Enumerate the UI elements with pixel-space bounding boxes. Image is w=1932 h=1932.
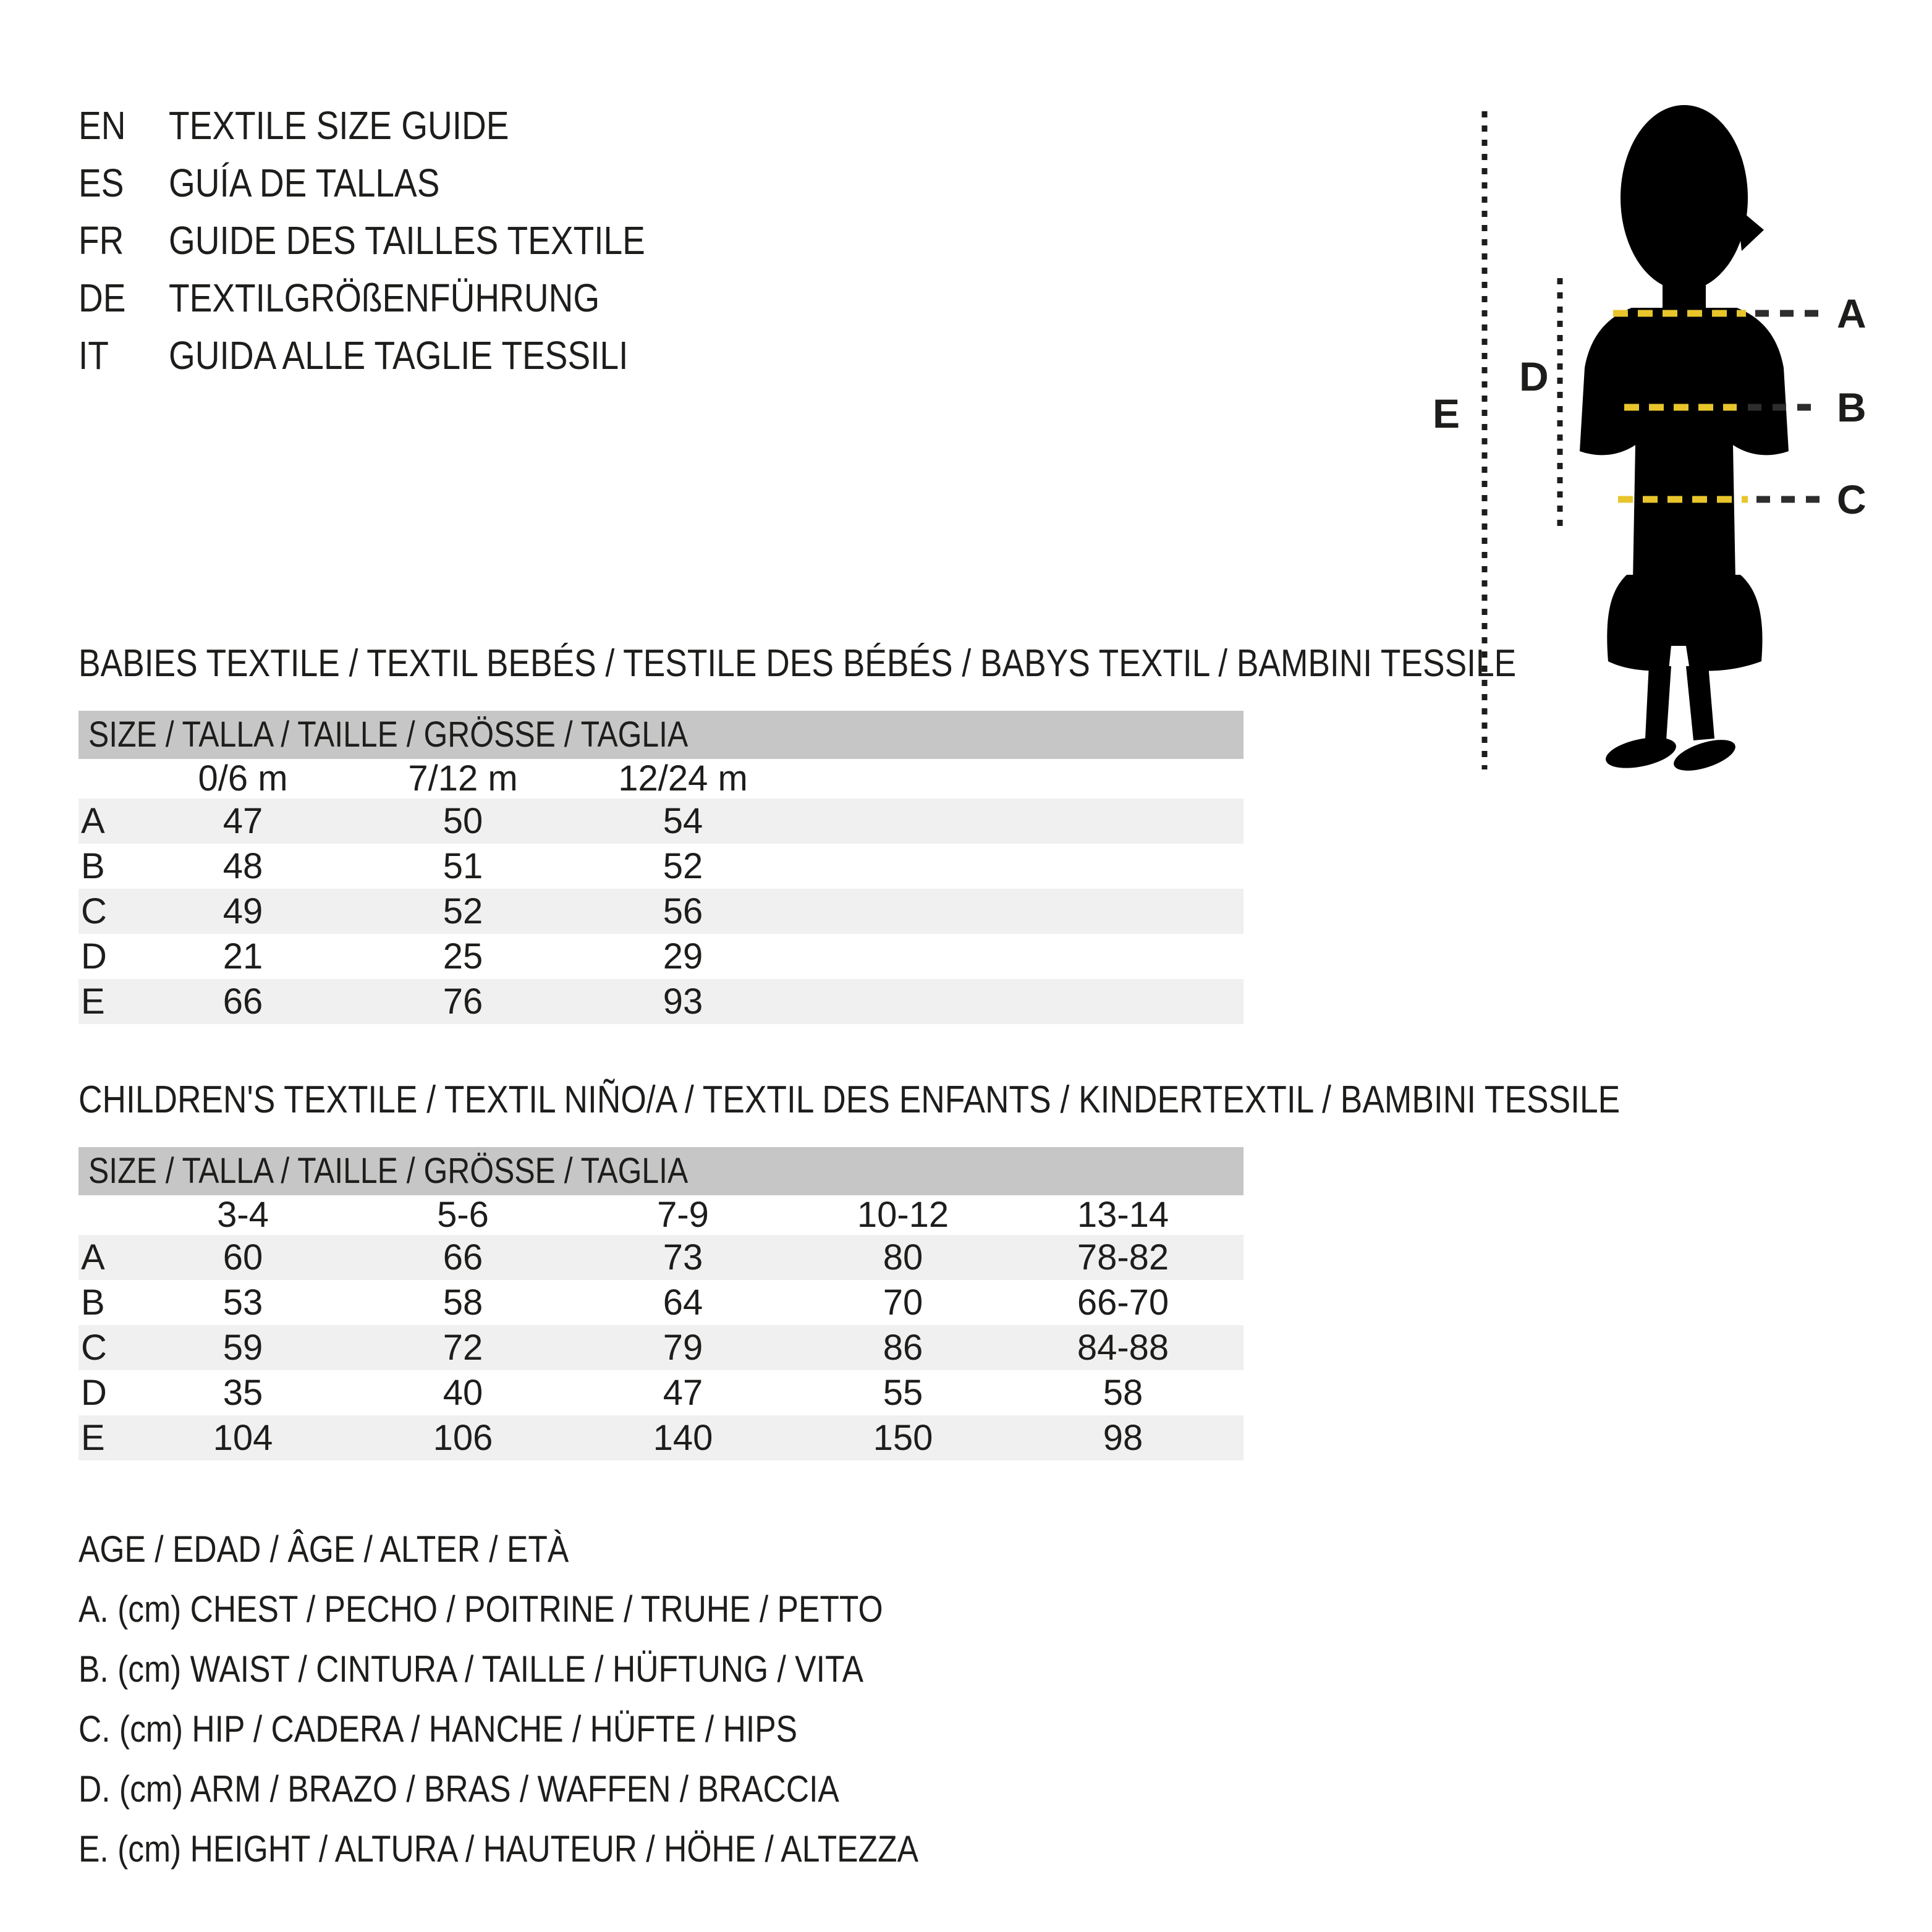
cell-value: 76 [443,981,483,1022]
table-row [78,934,1244,979]
cell-value: 21 [222,936,263,977]
measurement-legend [78,1519,1055,1879]
column-header: 5-6 [437,1195,489,1235]
cell-value: 86 [883,1328,923,1368]
silhouette-right-shoe [1670,734,1739,777]
measure-label-c: C [1837,477,1866,522]
children-size-table [78,1147,1244,1460]
silhouette-ear [1737,207,1764,251]
cell-value: 79 [663,1328,703,1368]
silhouette-left-shoe [1603,732,1679,773]
table-row [78,1325,1244,1370]
legend-line-hip [78,1699,1055,1759]
row-label: D [81,936,107,977]
babies-heading-text: BABIES TEXTILE / TEXTIL BEBÉS / TESTILE DES BÉBÉS / BABYS TEXTIL / BAMBINI TESSILE [78,642,1517,685]
lang-title: GUÍA DE TALLAS [169,161,440,205]
legend-line-chest [78,1579,1055,1639]
cell-value: 48 [222,846,263,886]
table-row [78,889,1244,934]
column-header: 0/6 m [198,758,288,799]
cell-value: 47 [222,801,263,841]
babies-size-header-bar [78,711,1244,759]
children-size-header-bar [78,1147,1244,1195]
row-label: B [81,846,105,886]
legend-line-arm [78,1759,1055,1819]
legend-text: C. (cm) HIP / CADERA / HANCHE / HÜFTE / HIPS [78,1708,798,1750]
column-header: 13-14 [1077,1195,1169,1235]
table-row [78,1235,1244,1280]
column-header-spacer [78,759,133,799]
row-label: C [81,891,107,931]
row-label: B [81,1282,105,1323]
cell-value: 70 [883,1282,923,1323]
table-row [78,799,1244,844]
cell-value: 80 [883,1237,923,1277]
column-header: 3-4 [217,1195,269,1235]
cell-value: 59 [222,1328,263,1368]
size-header-text: SIZE / TALLA / TAILLE / GRÖSSE / TAGLIA [88,714,688,755]
lang-code: ES [78,161,124,205]
measure-label-e: E [1433,391,1460,436]
cell-value: 29 [663,936,703,977]
lang-code: EN [78,103,126,148]
children-column-header-row [78,1195,1244,1235]
children-heading-text: CHILDREN'S TEXTILE / TEXTIL NIÑO/A / TEXTIL DES ENFANTS / KINDERTEXTIL / BAMBINI TESSILE [78,1078,1621,1121]
column-header-spacer [78,1195,133,1235]
table-row [78,1370,1244,1415]
legend-text: B. (cm) WAIST / CINTURA / TAILLE / HÜFTUNG / VITA [78,1648,864,1690]
size-header-text: SIZE / TALLA / TAILLE / GRÖSSE / TAGLIA [88,1151,688,1191]
legend-line-height [78,1819,1055,1879]
legend-text: A. (cm) CHEST / PECHO / POITRINE / TRUHE / PETTO [78,1588,883,1630]
table-row [78,1415,1244,1460]
measure-label-a: A [1837,290,1866,336]
cell-value: 104 [213,1418,273,1458]
cell-value: 84-88 [1077,1328,1169,1368]
cell-value: 49 [222,891,263,931]
lang-code: IT [78,333,109,378]
children-section-heading [78,1078,1871,1122]
table-row [78,1280,1244,1325]
cell-value: 50 [443,801,483,841]
cell-value: 56 [663,891,703,931]
cell-value: 78-82 [1077,1237,1169,1277]
lang-title: GUIDA ALLE TAGLIE TESSILI [169,333,629,378]
cell-value: 54 [663,801,703,841]
legend-line-age [78,1519,1055,1579]
cell-value: 58 [443,1282,483,1323]
table-row [78,979,1244,1024]
column-header: 10-12 [857,1195,949,1235]
cell-value: 25 [443,936,483,977]
cell-value: 66 [222,981,263,1022]
lang-title: TEXTILGRÖßENFÜHRUNG [169,276,600,320]
cell-value: 93 [663,981,703,1022]
row-label: A [81,1237,105,1277]
lang-code: DE [78,276,126,320]
row-label: D [81,1373,107,1413]
legend-text: E. (cm) HEIGHT / ALTURA / HAUTEUR / HÖHE / ALTEZZA [78,1828,918,1870]
cell-value: 53 [222,1282,263,1323]
cell-value: 47 [663,1373,703,1413]
column-header: 7/12 m [408,758,518,799]
measure-label-b: B [1837,384,1866,430]
cell-value: 98 [1103,1418,1143,1458]
lang-title: TEXTILE SIZE GUIDE [169,103,509,148]
silhouette-head [1621,105,1748,290]
lang-title: GUIDE DES TAILLES TEXTILE [169,218,645,263]
babies-section-heading [78,642,1750,685]
cell-value: 64 [663,1282,703,1323]
cell-value: 51 [443,846,483,886]
cell-value: 58 [1103,1373,1143,1413]
cell-value: 73 [663,1237,703,1277]
babies-column-header-row [78,759,1244,799]
cell-value: 150 [873,1418,933,1458]
cell-value: 40 [443,1373,483,1413]
row-label: E [81,1418,105,1458]
cell-value: 66-70 [1077,1282,1169,1323]
legend-line-waist [78,1639,1055,1699]
cell-value: 72 [443,1328,483,1368]
column-header: 12/24 m [618,758,748,799]
row-label: C [81,1328,107,1368]
cell-value: 35 [222,1373,263,1413]
measure-label-d: D [1519,354,1549,399]
row-label: E [81,981,105,1022]
cell-value: 106 [433,1418,493,1458]
table-row [78,844,1244,889]
cell-value: 52 [443,891,483,931]
row-label: A [81,801,105,841]
silhouette-shirt [1580,308,1789,581]
babies-size-table [78,711,1244,1024]
cell-value: 66 [443,1237,483,1277]
measurement-figure [1409,87,1932,803]
cell-value: 140 [653,1418,713,1458]
legend-text: AGE / EDAD / ÂGE / ALTER / ETÀ [78,1528,569,1570]
legend-text: D. (cm) ARM / BRAZO / BRAS / WAFFEN / BRACCIA [78,1768,839,1810]
lang-code: FR [78,218,124,263]
cell-value: 55 [883,1373,923,1413]
cell-value: 60 [222,1237,263,1277]
cell-value: 52 [663,846,703,886]
column-header: 7-9 [657,1195,709,1235]
